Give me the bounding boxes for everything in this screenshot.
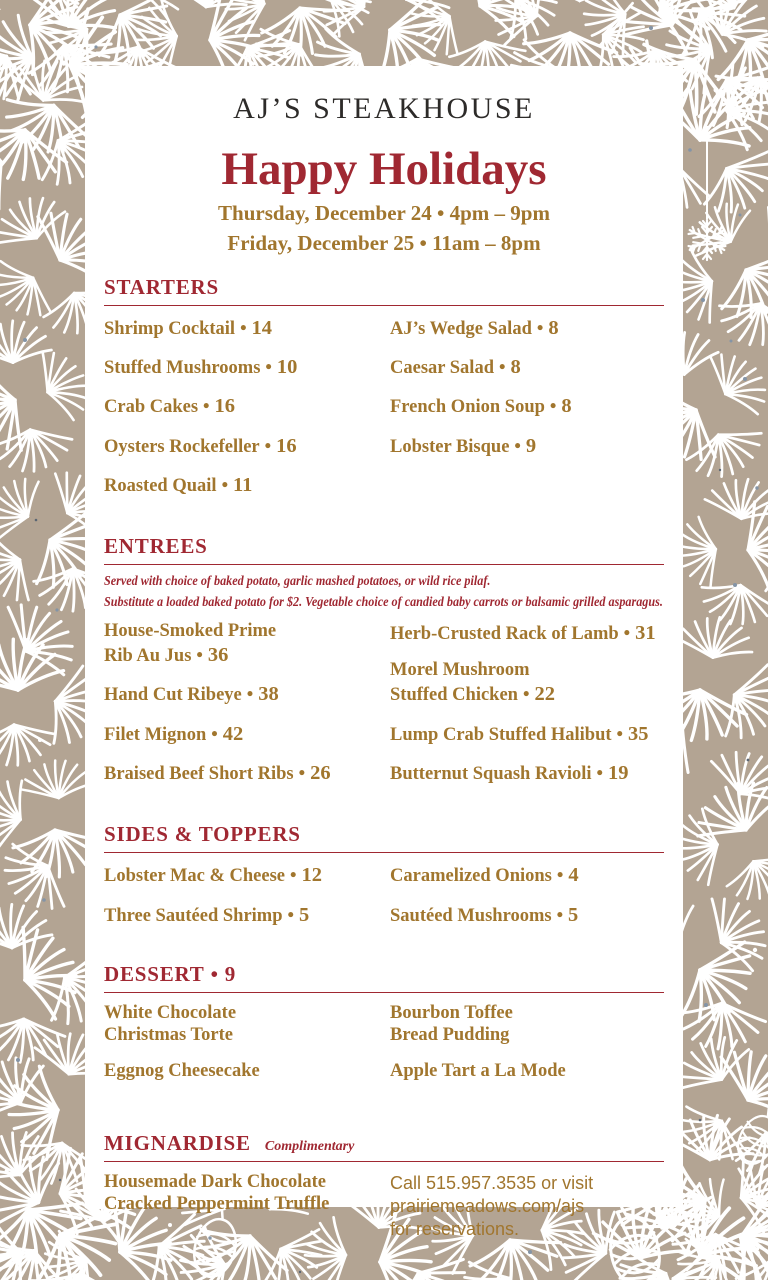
bullet-separator: • (298, 763, 306, 784)
heading-rule (104, 1161, 664, 1162)
heading-rule (104, 564, 664, 565)
item-name: Oysters Rockefeller (104, 436, 260, 457)
item-name: Christmas Torte (104, 1024, 233, 1045)
item-name: Stuffed Chicken (390, 685, 518, 706)
bullet-separator: • (196, 645, 203, 666)
menu-item (104, 1003, 390, 1047)
item-name: Crab Cakes (104, 397, 199, 418)
reservation-line: Call 515.957.3535 or visit (390, 1173, 594, 1194)
item-price: 36 (207, 643, 229, 666)
menu-item (390, 722, 664, 747)
item-price: 35 (628, 722, 649, 745)
bullet-separator: • (616, 724, 624, 745)
item-name: White Chocolate (104, 1002, 237, 1023)
item-price: 26 (310, 761, 331, 784)
item-name: Shrimp Cocktail (104, 318, 236, 339)
bullet-separator: • (623, 624, 631, 645)
section-heading: DESSERT • 9 (104, 961, 237, 986)
section-entrees (104, 536, 664, 800)
item-name: Eggnog Cheesecake (104, 1061, 260, 1082)
menu-item (104, 722, 390, 747)
item-price: 16 (276, 434, 297, 457)
menu-item (104, 394, 390, 419)
item-name: Cracked Peppermint Truffle (104, 1194, 330, 1215)
item-name: Caramelized Onions (390, 866, 552, 887)
schedule (104, 199, 664, 259)
section-dessert (104, 961, 664, 1097)
item-name: AJ’s Wedge Salad (390, 318, 532, 339)
item-price: 5 (299, 903, 310, 926)
menu-item (104, 355, 390, 380)
item-price: 9 (525, 434, 537, 457)
item-price: 42 (222, 722, 244, 745)
item-price: 11 (233, 473, 253, 496)
item-name: Herb-Crusted Rack of Lamb (390, 624, 619, 645)
item-price: 19 (607, 761, 629, 784)
item-name: Housemade Dark Chocolate (104, 1172, 326, 1193)
menu-item (390, 1061, 664, 1083)
entrees-note (104, 571, 664, 613)
menu-item (390, 863, 664, 888)
menu-item (390, 621, 664, 646)
bullet-separator: • (522, 685, 530, 706)
reservation-line: for reservations. (390, 1219, 520, 1240)
item-price: 22 (534, 683, 555, 706)
item-price: 8 (561, 395, 572, 418)
section-heading: STARTERS (104, 274, 219, 299)
item-name: Sautéed Mushrooms (390, 905, 552, 926)
bullet-separator: • (514, 436, 521, 457)
bullet-separator: • (203, 397, 210, 418)
menu-item (104, 1172, 390, 1216)
menu-item (104, 434, 390, 459)
item-price: 10 (276, 355, 298, 378)
item-name: Lump Crab Stuffed Halibut (390, 724, 612, 745)
menu-item (104, 903, 390, 928)
menu-item (390, 660, 664, 707)
item-name: Butternut Squash Ravioli (390, 763, 592, 784)
bullet-separator: • (211, 724, 218, 745)
item-name: Braised Beef Short Ribs (104, 763, 294, 784)
bullet-separator: • (210, 961, 219, 986)
menu-item (390, 1003, 664, 1047)
heading-rule (104, 852, 664, 853)
menu-item (104, 1061, 390, 1083)
menu-item (104, 761, 390, 786)
item-price: 8 (548, 316, 559, 339)
menu-item (390, 316, 664, 341)
section-sides-toppers (104, 824, 664, 942)
item-name: Lobster Bisque (390, 436, 510, 457)
item-name: Roasted Quail (104, 475, 217, 496)
item-name: Caesar Salad (390, 357, 494, 378)
section-heading: MIGNARDISE Complimentary (104, 1131, 355, 1156)
schedule-line: Friday, December 25 • 11am – 8pm (227, 230, 541, 255)
item-price: 31 (635, 622, 656, 645)
item-name: Rib Au Jus (104, 645, 192, 666)
item-price: 14 (251, 316, 273, 339)
bullet-separator: • (290, 866, 297, 887)
bullet-separator: • (246, 685, 254, 706)
bullet-separator: • (287, 905, 294, 926)
item-price: 5 (568, 903, 579, 926)
menu-item (390, 761, 664, 786)
menu-item (390, 903, 664, 928)
section-heading: ENTREES (104, 534, 208, 559)
menu-item (390, 394, 664, 419)
item-name: Bourbon Toffee (390, 1002, 513, 1023)
menu-item (104, 682, 390, 707)
section-starters (104, 274, 664, 513)
heading-rule (104, 305, 664, 306)
item-name: Apple Tart a La Mode (390, 1061, 566, 1082)
bullet-separator: • (499, 357, 506, 378)
item-price: 8 (510, 355, 521, 378)
item-name: Hand Cut Ribeye (104, 685, 242, 706)
bullet-separator: • (556, 905, 564, 926)
bullet-separator: • (549, 397, 557, 418)
entrees-note-line: Served with choice of baked potato, garlic mashed potatoes, or wild rice pilaf. (104, 573, 491, 589)
item-name: Morel Mushroom (390, 660, 530, 681)
item-name: House-Smoked Prime (104, 621, 277, 642)
reservation-line: prairiemeadows.com/ajs (390, 1196, 585, 1217)
item-name: Three Sautéed Shrimp (104, 905, 283, 926)
bullet-separator: • (264, 436, 272, 457)
item-name: Filet Mignon (104, 724, 207, 745)
item-name: Lobster Mac & Cheese (104, 866, 286, 887)
reservation-info (390, 1172, 664, 1241)
item-price: 4 (568, 864, 579, 887)
bullet-separator: • (536, 318, 544, 339)
restaurant-brand-title: AJ’S STEAKHOUSE (233, 92, 535, 125)
menu-item (104, 316, 390, 341)
heading-rule (104, 992, 664, 993)
menu-title: Happy Holidays (221, 143, 547, 195)
complimentary-tag: Complimentary (264, 1139, 355, 1155)
bullet-separator: • (596, 763, 603, 784)
item-price: 16 (214, 395, 236, 418)
bullet-separator: • (240, 318, 247, 339)
entrees-note-line: Substitute a loaded baked potato for $2. Vegetable choice of candied baby carrots or balsamic grilled asparagus. (104, 594, 663, 610)
menu-item (104, 473, 390, 498)
menu-item (390, 434, 664, 459)
item-name: Bread Pudding (390, 1024, 510, 1045)
bullet-separator: • (556, 866, 564, 887)
item-price: 12 (301, 864, 323, 887)
bullet-separator: • (265, 357, 272, 378)
menu-card (85, 66, 683, 1240)
section-mignardise (104, 1133, 664, 1241)
bullet-separator: • (221, 475, 229, 496)
item-name: French Onion Soup (390, 397, 545, 418)
section-heading: SIDES & TOPPERS (104, 822, 301, 847)
menu-item (104, 621, 390, 668)
menu-item (390, 355, 664, 380)
schedule-line: Thursday, December 24 • 4pm – 9pm (218, 201, 550, 225)
item-name: Stuffed Mushrooms (104, 357, 261, 378)
menu-item (104, 863, 390, 888)
section-price: 9 (224, 961, 237, 986)
item-price: 38 (258, 683, 279, 706)
